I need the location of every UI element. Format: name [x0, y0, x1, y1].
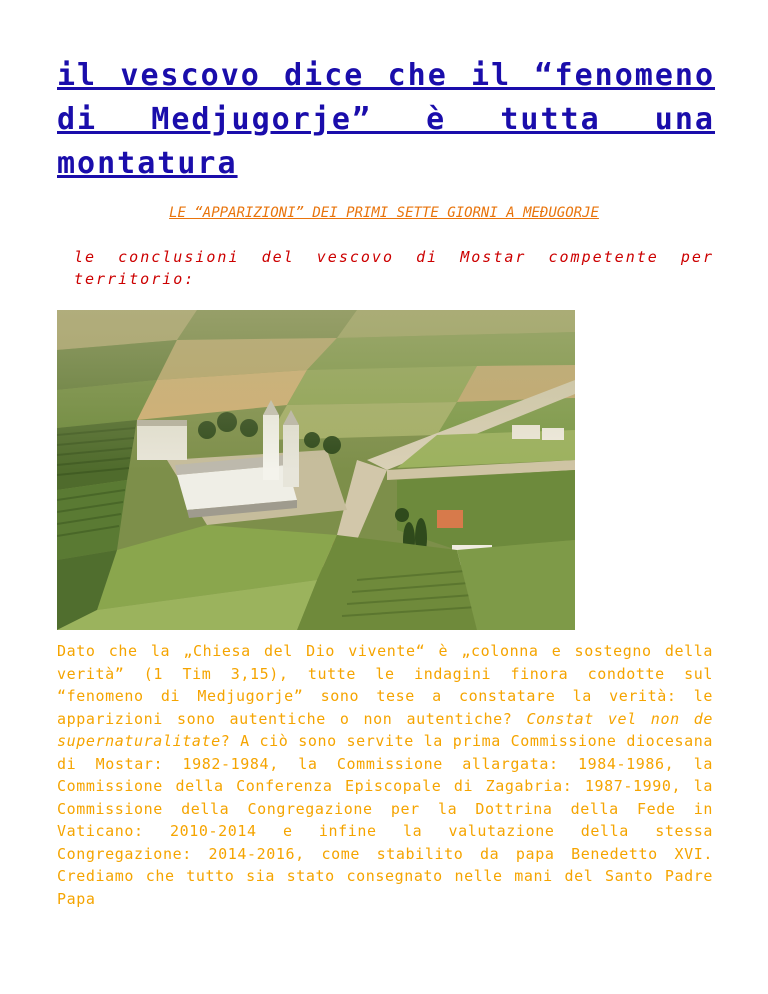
aerial-photo-medjugorje	[57, 310, 575, 630]
body-text-part2: ? A ciò sono servite la prima Commissione diocesana di Mostar: 1982-1984, la Commissione allargata: 1984-1986, la Commissione della Conferenza Episcopale di Zagabria: 1987-1990, la Commissione della Congregazione per la Dottrina della Fede in Vaticano: 2010-2014 e infine la valutazione della stessa Congregazione: 2014-2016, come stabilito da papa Benedetto XVI. Crediamo che tutto sia stato consegnato nelle mani del Santo Padre Papa	[57, 732, 713, 908]
aerial-photo-illustration	[57, 310, 575, 630]
article-subtitle[interactable]: LE “APPARIZIONI” DEI PRIMI SETTE GIORNI A MEĐUGORJE	[169, 205, 599, 221]
body-text-part1: Dato che la „Chiesa del Dio vivente“ è „colonna e sostegno della verità” (1 Tim 3,15), tutte le indagini finora condotte sul “fenomeno di Medjugorje” sono tese a constatare la verità: le apparizioni sono autentiche o non autentiche?	[57, 642, 713, 728]
article-intro: le conclusioni del vescovo di Mostar competente per territorio:	[74, 248, 714, 288]
article-body	[57, 640, 713, 910]
body-latin-phrase: Constat vel non de supernaturalitate	[57, 709, 713, 750]
article-title-link[interactable]: il vescovo dice che il “fenomeno di Medjugorje” è tutta una montatura	[57, 58, 715, 181]
